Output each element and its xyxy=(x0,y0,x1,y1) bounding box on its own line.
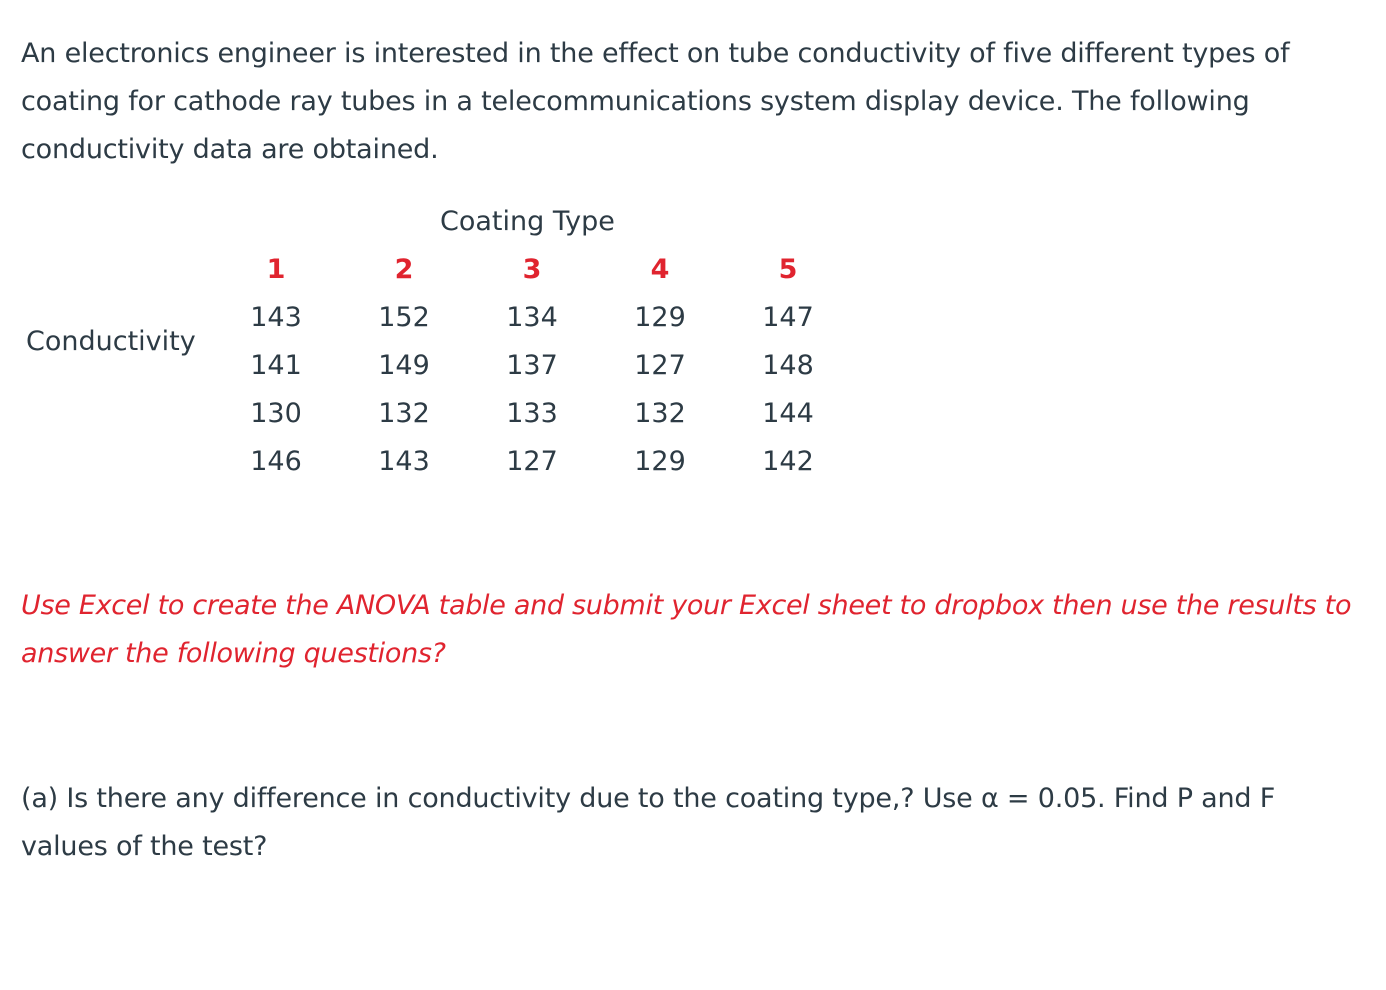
table-cell: 132 xyxy=(634,398,686,429)
table-cell: 146 xyxy=(250,446,302,477)
question-a: (a) Is there any difference in conductivity due to the coating type,? Use α = 0.05. Find P and F values of the test? xyxy=(21,783,1276,862)
table-cell: 143 xyxy=(250,302,302,333)
table-cell: 130 xyxy=(250,398,302,429)
column-header: 3 xyxy=(522,254,542,285)
table-cell: 143 xyxy=(378,446,430,477)
table-cell: 141 xyxy=(250,350,302,381)
table-cell: 127 xyxy=(506,446,558,477)
table-caption: Coating Type xyxy=(440,206,615,237)
table-cell: 147 xyxy=(762,302,814,333)
row-label: Conductivity xyxy=(26,326,196,357)
table-cell: 142 xyxy=(762,446,814,477)
instruction-text: Use Excel to create the ANOVA table and submit your Excel sheet to dropbox then use the results to answer the following questions? xyxy=(21,590,1352,669)
column-header: 2 xyxy=(394,254,414,285)
table-cell: 137 xyxy=(506,350,558,381)
table-cell: 144 xyxy=(762,398,814,429)
table-cell: 133 xyxy=(506,398,558,429)
table-cell: 148 xyxy=(762,350,814,381)
table-cell: 129 xyxy=(634,302,686,333)
column-header: 4 xyxy=(650,254,670,285)
column-header: 1 xyxy=(266,254,286,285)
table-cell: 127 xyxy=(634,350,686,381)
problem-statement: An electronics engineer is interested in the effect on tube conductivity of five different types of coating for cathode ray tubes in a telecommunications system display device. The following conductivity data are obtained. xyxy=(21,38,1290,165)
table-cell: 132 xyxy=(378,398,430,429)
column-header: 5 xyxy=(778,254,798,285)
table-cell: 152 xyxy=(378,302,430,333)
table-cell: 129 xyxy=(634,446,686,477)
table-cell: 134 xyxy=(506,302,558,333)
table-cell: 149 xyxy=(378,350,430,381)
